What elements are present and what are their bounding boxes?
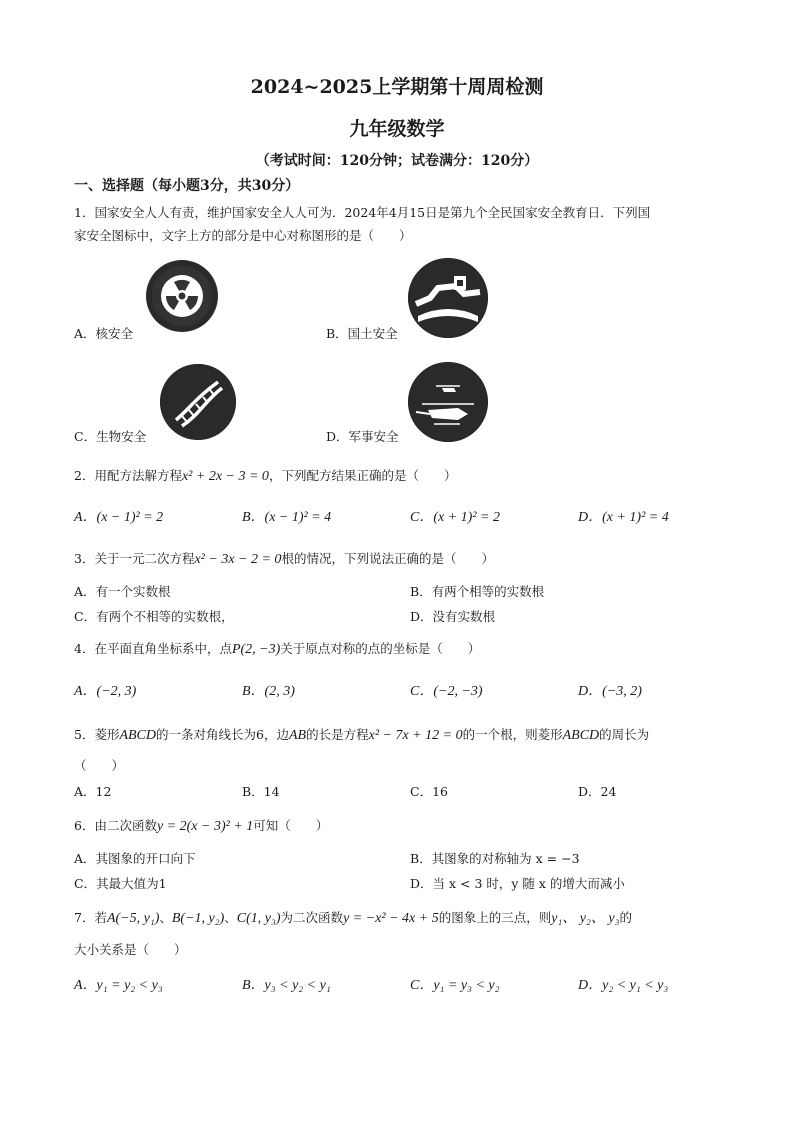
q4-stem [74,639,480,658]
q7-option-d: D．y₂ < y₁ < y₃ [578,978,669,993]
q3-option-d: D．没有实数根 [410,609,496,624]
q5-option-c: C．16 [410,784,448,799]
q7-prefix: 7．若 [74,910,107,925]
q5-ab: AB [288,728,307,743]
q2-suffix: ，下列配方结果正确的是（ ） [268,468,457,483]
subject-title: 九年级数学 [349,118,445,140]
q2-stem [74,466,456,485]
q7-point-a: A(−5, y₁) [106,911,160,926]
great-wall-icon [408,258,488,338]
q1-line1: 1．国家安全人人有责，维护国家安全人人可为．2024年4月15日是第九个全民国家安全教育日．下列国 [74,205,651,220]
q5-part1: 5．菱形 [74,727,120,742]
q5-part4: 的一个根，则菱形 [462,727,563,742]
q4-option-d: D．(−3, 2) [578,684,642,699]
q6-prefix: 6．由二次函数 [74,818,157,833]
q5-equation: x² − 7x + 12 = 0 [368,728,463,743]
q1-option-c: C．生物安全 [74,429,147,444]
q5-part2: 的一条对角线长为6，边 [156,727,289,742]
q7-stem [74,907,632,927]
q2-option-c: C．(x + 1)² = 2 [410,510,500,525]
dna-icon [160,364,236,440]
q6-option-b: B．其图象的对称轴为 x = −3 [410,851,580,866]
exam-title: 2024~2025上学期第十周周检测 [250,76,544,98]
q4-option-b: B．(2, 3) [242,684,295,699]
q7-point-c: C(1, y₃) [236,911,281,926]
q1-line2: 家安全图标中，文字上方的部分是中心对称图形的是（ ） [74,228,412,243]
q7-end: 的图象上的三点，则 [438,910,552,925]
q3-option-b: B．有两个相等的实数根 [410,584,545,599]
q7-equation: y = −x² − 4x + 5 [343,911,439,926]
q7-option-a: A．y₁ = y₂ < y₃ [74,978,163,993]
q1-option-b: B．国土安全 [326,326,398,341]
q6-option-c: C．其最大值为1 [74,876,167,891]
q4-option-a: A．(−2, 3) [74,684,137,699]
q2-option-d: D．(x + 1)² = 4 [578,510,669,525]
q7-ys: y₁、 y₂、 y₃ [551,911,620,926]
q5-option-a: A．12 [74,784,112,799]
q4-point: P(2, −3) [231,642,281,657]
q2-equation: x² + 2x − 3 = 0 [181,469,269,484]
q7-end2: 的 [619,910,632,925]
helicopter-icon [408,362,488,442]
q5-option-d: D．24 [578,784,617,799]
q3-stem [74,549,494,568]
q6-option-d: D．当 x < 3 时，y 随 x 的增大而减小 [410,876,625,891]
q6-equation: y = 2(x − 3)² + 1 [156,819,254,834]
q2-option-b: B．(x − 1)² = 4 [242,510,332,525]
q2-prefix: 2．用配方法解方程 [74,468,182,483]
q7-mid: 为二次函数 [280,910,344,925]
q5-option-b: B．14 [242,784,280,799]
q3-prefix: 3．关于一元二次方程 [74,551,195,566]
q5-abcd1: ABCD [119,728,157,743]
q3-equation: x² − 3x − 2 = 0 [194,552,282,567]
q6-stem [74,816,328,835]
radiation-icon [146,260,218,332]
q4-option-c: C．(−2, −3) [410,684,483,699]
q6-option-a: A．其图象的开口向下 [74,851,196,866]
q5-stem [74,725,649,744]
q3-suffix: 根的情况，下列说法正确的是（ ） [281,551,494,566]
q4-suffix: 关于原点对称的点的坐标是（ ） [280,641,481,656]
q4-prefix: 4．在平面直角坐标系中，点 [74,641,232,656]
section-heading: 一、选择题（每小题3分，共30分） [74,178,300,194]
q7-option-b: B．y₃ < y₂ < y₁ [242,978,331,993]
q5-line2: （ ） [74,758,125,773]
q7-sep1: 、 [159,910,172,925]
q5-part3: 的长是方程 [306,727,369,742]
q2-option-a: A．(x − 1)² = 2 [74,510,164,525]
q7-point-b: B(−1, y₂) [171,911,225,926]
q3-option-a: A．有一个实数根 [74,584,171,599]
q7-line2: 大小关系是（ ） [74,942,187,957]
q7-option-c: C．y₁ = y₃ < y₂ [410,978,500,993]
q5-abcd2: ABCD [562,728,600,743]
exam-info: （考试时间：120分钟；试卷满分：120分） [255,153,539,169]
q1-option-d: D．军事安全 [326,429,399,444]
q5-part5: 的周长为 [599,727,650,742]
q6-suffix: 可知（ ） [253,818,329,833]
q7-sep2: 、 [224,910,237,925]
q3-option-c: C．有两个不相等的实数根， [74,609,234,624]
q1-option-a: A．核安全 [74,326,134,341]
